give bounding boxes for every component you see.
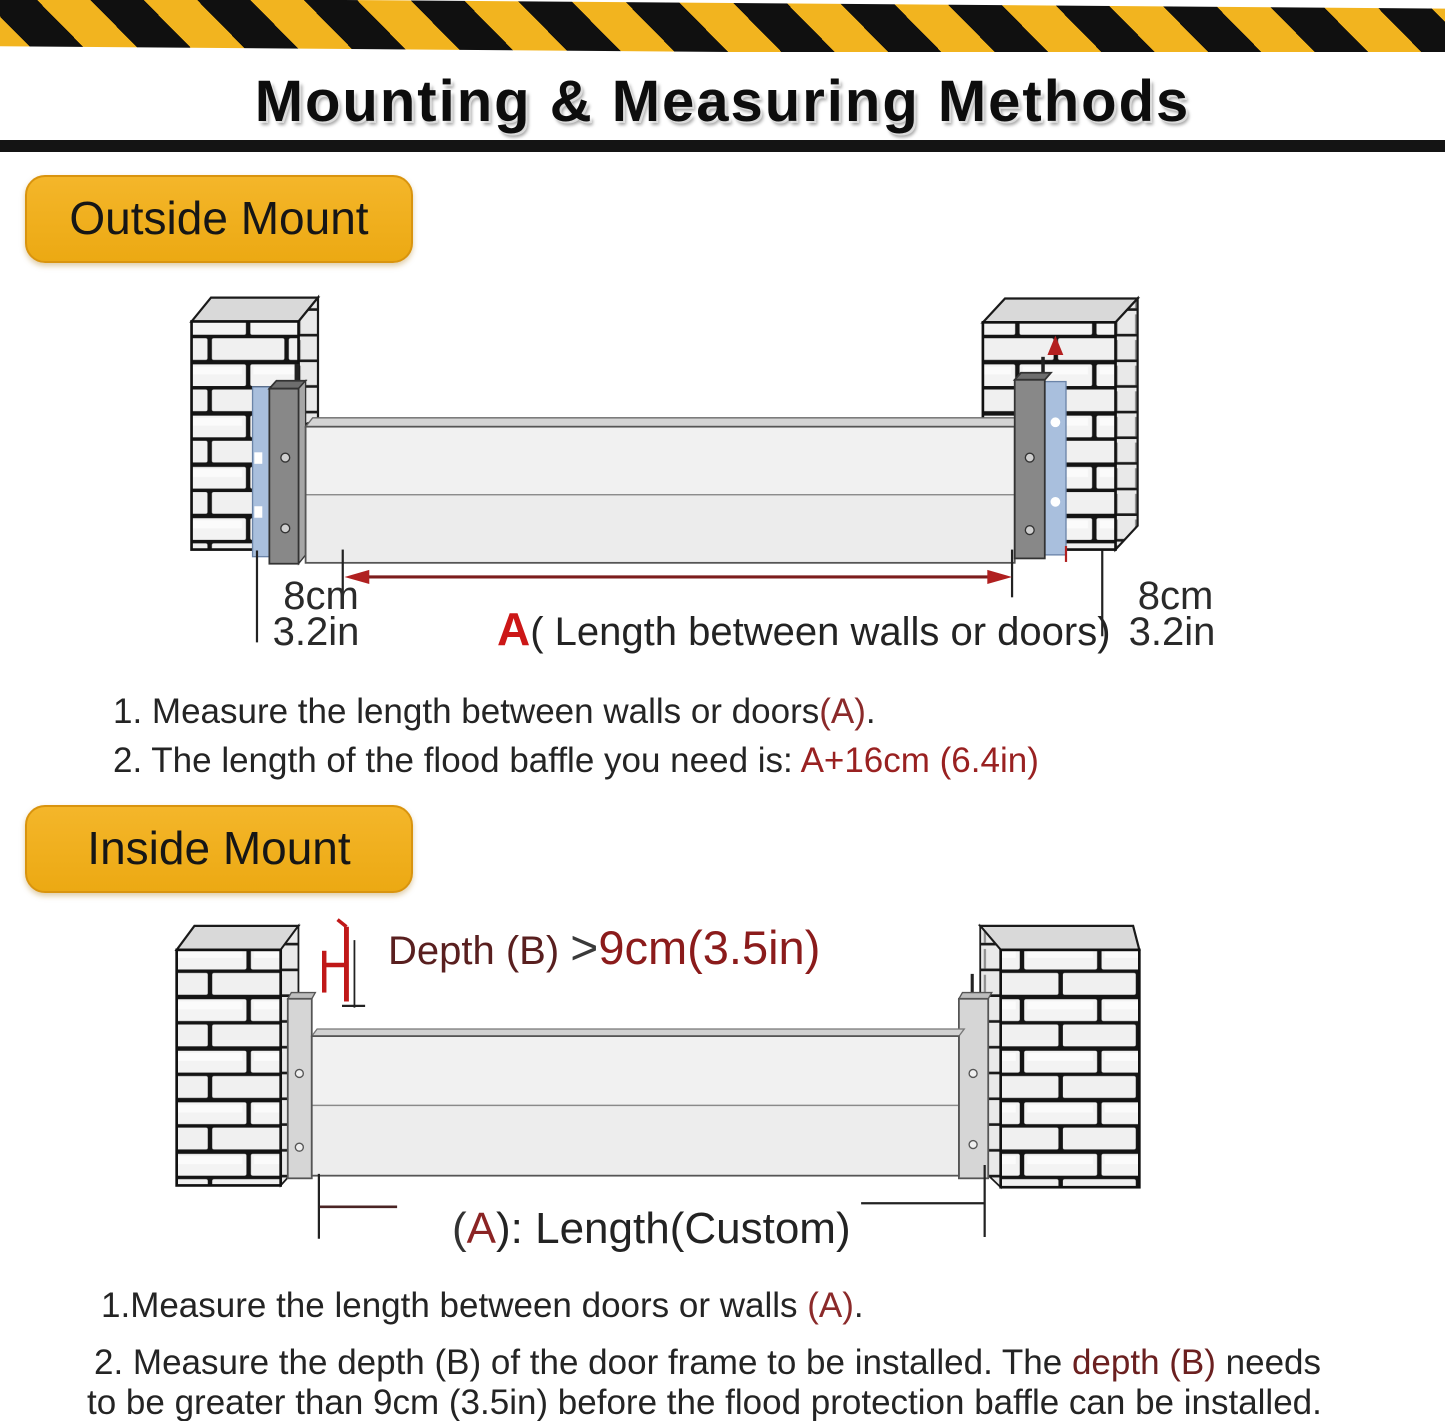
step-text: 1. Measure the length between walls or doors xyxy=(113,692,820,731)
step-text: to be greater than 9cm (3.5in) before the flood protection baffle can be installed. xyxy=(87,1383,1322,1421)
flood-barrier xyxy=(312,1029,964,1176)
outside-step-2 xyxy=(113,741,1039,781)
hazard-stripes xyxy=(0,0,1445,58)
arrowhead-right-icon xyxy=(987,570,1012,584)
step-text: 2. Measure the depth (B) of the door frame to be installed. The xyxy=(94,1343,1072,1382)
inside-depth-label xyxy=(388,920,820,976)
step-text: 1.Measure the length between doors or walls xyxy=(101,1286,808,1325)
span-letter-A: A xyxy=(497,603,531,655)
screw xyxy=(1025,526,1034,535)
outside-left-rail xyxy=(253,387,270,557)
step-highlight: (A) xyxy=(819,692,866,731)
barrier-plank-top xyxy=(312,1036,959,1105)
span-label-text: ( Length between walls or doors) xyxy=(530,610,1111,654)
depth-gauge-red-bracket xyxy=(322,920,365,1008)
pillar-top-face xyxy=(192,298,318,322)
inside-step-2-line-2 xyxy=(87,1383,1322,1421)
step-text: . xyxy=(865,692,876,731)
barrier-plank-top xyxy=(306,427,1015,495)
outside-step-1 xyxy=(113,692,876,732)
inside-length-label xyxy=(452,1204,851,1254)
header-divider-bar xyxy=(0,140,1445,152)
screw xyxy=(969,1141,977,1149)
step-highlight: A+16cm (6.4in) xyxy=(800,741,1039,780)
outside-right-rail xyxy=(1045,382,1066,555)
outside-right-offset-in: 3.2in xyxy=(1128,610,1216,654)
step-highlight: depth (B) xyxy=(1071,1343,1216,1382)
pillar-side-face xyxy=(1116,298,1138,549)
outside-left-offset-in: 3.2in xyxy=(272,610,360,654)
inside-step-2-line-1 xyxy=(94,1343,1321,1383)
outside-mount-badge: Outside Mount xyxy=(25,175,413,263)
outside-right-offset-cm: 8cm xyxy=(1137,574,1214,618)
step-highlight: (A) xyxy=(807,1286,854,1325)
screw xyxy=(969,1069,977,1077)
inside-mount-badge: Inside Mount xyxy=(25,805,413,893)
pillar-front-face xyxy=(1001,950,1140,1187)
barrier-top-face xyxy=(306,418,1022,427)
barrier-plank-bottom xyxy=(312,1105,959,1175)
paren: ( xyxy=(452,1204,467,1253)
outside-left-bracket xyxy=(269,381,305,564)
screw xyxy=(281,453,290,462)
outside-span-label xyxy=(497,602,1111,656)
inside-step-1 xyxy=(101,1286,864,1326)
pillar-top-face xyxy=(983,298,1138,322)
inside-right-channel xyxy=(959,993,992,1179)
outside-right-bracket xyxy=(1015,373,1051,559)
length-label-text: ): Length(Custom) xyxy=(496,1204,851,1253)
pillar-top-face xyxy=(980,926,1139,950)
depth-label-text: Depth (B) xyxy=(388,929,571,973)
step-text: 2. The length of the flood baffle you need is: xyxy=(113,741,801,780)
inside-right-pillar xyxy=(980,926,1139,1187)
length-letter-A: A xyxy=(466,1204,497,1253)
pillar-front-face xyxy=(177,950,281,1186)
step-text: . xyxy=(853,1286,864,1325)
page-title: Mounting & Measuring Methods xyxy=(254,69,1191,134)
step-text: needs xyxy=(1215,1343,1322,1382)
screw xyxy=(281,524,290,533)
barrier-plank-bottom xyxy=(306,495,1015,563)
barrier-top-face xyxy=(312,1029,964,1036)
flood-barrier xyxy=(306,418,1022,563)
greater-than-sign: > xyxy=(570,922,599,975)
depth-value-text: 9cm(3.5in) xyxy=(598,921,821,974)
screw xyxy=(295,1143,303,1151)
outside-left-offset-cm: 8cm xyxy=(283,574,359,618)
screw xyxy=(295,1069,303,1077)
screw xyxy=(1025,453,1034,462)
pillar-top-face xyxy=(177,926,299,950)
inside-left-pillar xyxy=(177,926,299,1186)
